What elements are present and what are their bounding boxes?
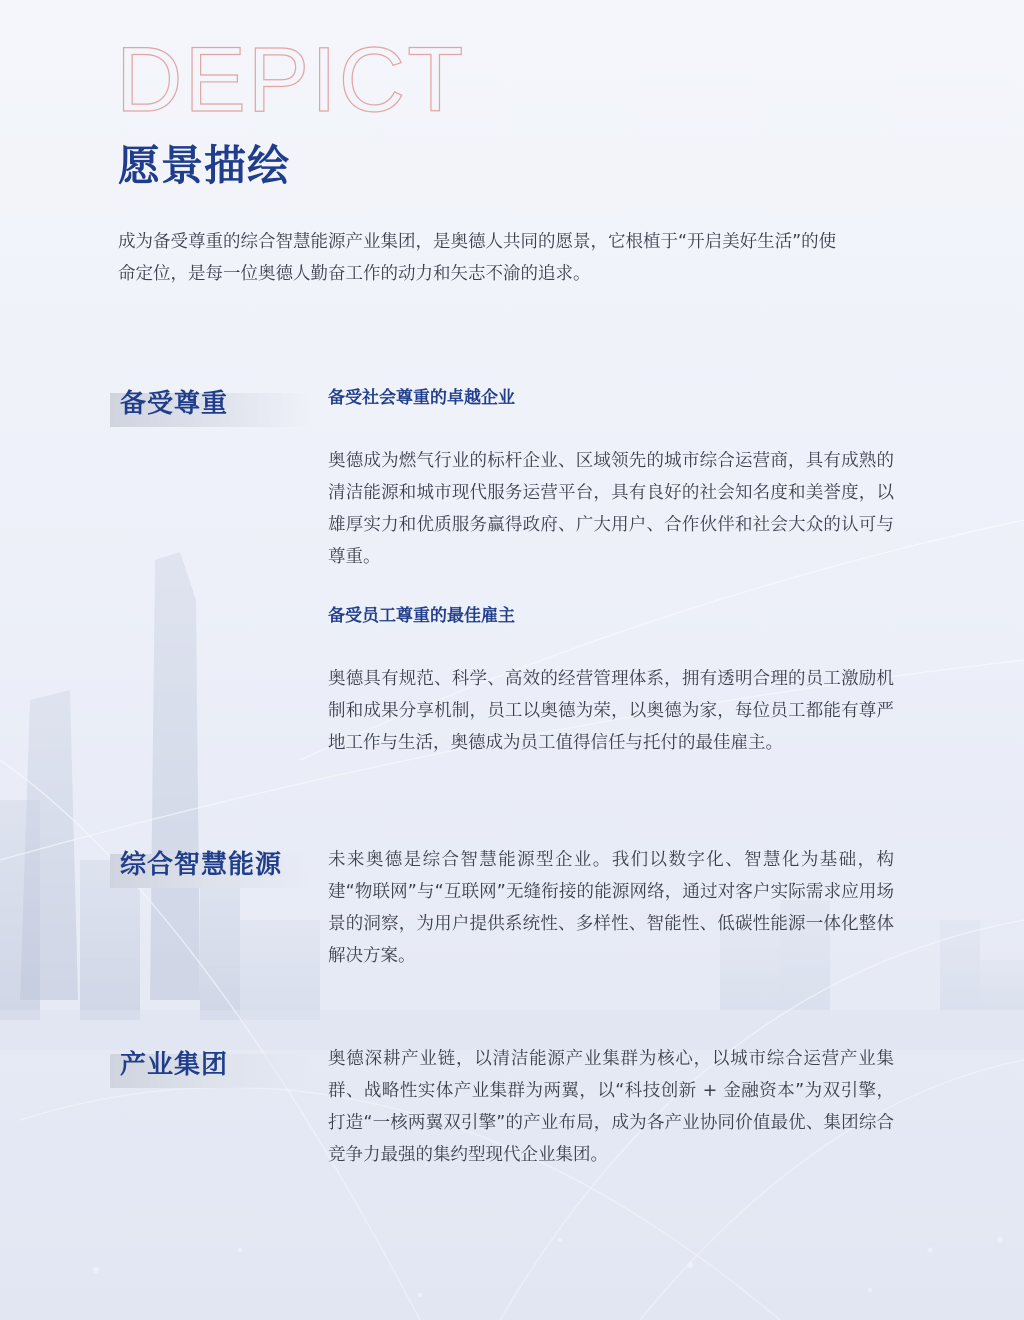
section-tag-smart-energy <box>110 850 310 888</box>
section-tag-label: 备受尊重 <box>120 389 229 419</box>
section-tag-industry-group <box>110 1050 310 1088</box>
paragraph-society-respect: 奥德成为燃气行业的标杆企业、区域领先的城市综合运营商，具有成熟的清洁能源和城市现代服务运营平台，具有良好的社会知名度和美誉度，以雄厚实力和优质服务赢得政府、广大用户、合作伙伴和社会大众的认可与尊重。 <box>328 451 894 567</box>
depict-kicker: DEPICT <box>116 29 466 131</box>
paragraph-employee-respect: 奥德具有规范、科学、高效的经营管理体系，拥有透明合理的员工激励机制和成果分享机制，员工以奥德为荣，以奥德为家，每位员工都能有尊严地工作与生活，奥德成为员工值得信任与托付的最佳雇主。 <box>328 669 894 753</box>
intro-paragraph: 成为备受尊重的综合智慧能源产业集团，是奥德人共同的愿景，它根植于“开启美好生活”的使命定位，是每一位奥德人勤奋工作的动力和矢志不渝的追求。 <box>118 232 837 284</box>
subheading-employee-respect: 备受员工尊重的最佳雇主 <box>328 606 515 626</box>
section-tag-label: 综合智慧能源 <box>120 850 283 880</box>
paragraph-industry-group: 奥德深耕产业链，以清洁能源产业集群为核心，以城市综合运营产业集群、战略性实体产业集群为两翼，以“科技创新 + 金融资本”为双引擎，打造“一核两翼双引擎”的产业布局，成为各产业协同价值最优、集团综合竞争力最强的集约型现代企业集团。 <box>328 1049 894 1165</box>
paragraph-smart-energy: 未来奥德是综合智慧能源型企业。我们以数字化、智慧化为基础，构建“物联网”与“互联网”无缝衔接的能源网络，通过对客户实际需求应用场景的洞察，为用户提供系统性、多样性、智能性、低碳性能源一体化整体解决方案。 <box>328 850 894 966</box>
section-tag-label: 产业集团 <box>120 1050 229 1080</box>
section-tag-respected <box>110 389 310 427</box>
page-title: 愿景描绘 <box>118 141 291 190</box>
subheading-society-respect: 备受社会尊重的卓越企业 <box>328 388 515 408</box>
